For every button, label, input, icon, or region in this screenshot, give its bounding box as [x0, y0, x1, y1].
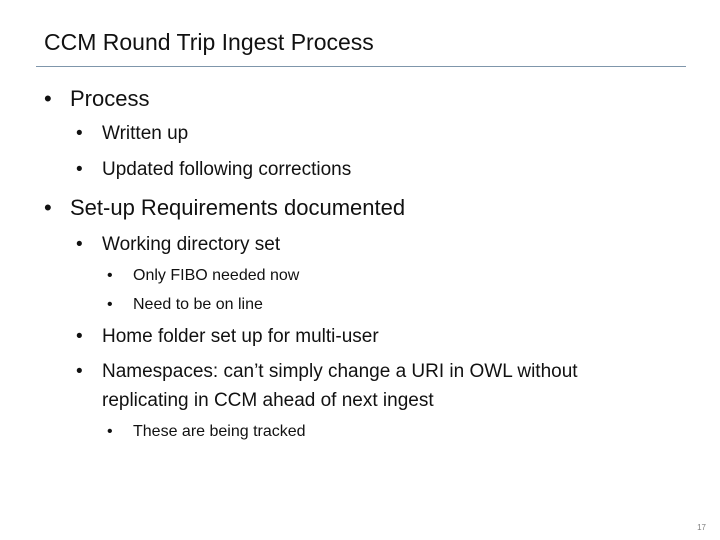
bullet-dot: • — [107, 296, 113, 313]
bullet-dot: • — [76, 361, 83, 382]
bullet-text: Process — [70, 86, 150, 111]
bullet-text: These are being tracked — [133, 423, 306, 440]
bullet-dot: • — [76, 123, 83, 144]
bullet-text: Namespaces: can’t simply change a URI in OWL without — [102, 361, 578, 382]
bullet-text: Set-up Requirements documented — [70, 195, 406, 220]
bullet-text: Home folder set up for multi-user — [102, 326, 379, 347]
bullet-text: Updated following corrections — [102, 159, 352, 180]
bullet-dot: • — [76, 326, 83, 347]
bullet-text: Need to be on line — [133, 296, 263, 313]
title-divider — [36, 66, 686, 67]
slide-title: CCM Round Trip Ingest Process — [44, 29, 374, 55]
bullet-text: Written up — [102, 123, 189, 144]
bullet-dot: • — [76, 234, 83, 255]
bullet-dot: • — [44, 86, 52, 111]
bullet-text: Only FIBO needed now — [133, 267, 300, 284]
bullet-dot: • — [107, 267, 113, 284]
page-number: 17 — [697, 523, 706, 532]
bullet-text: replicating in CCM ahead of next ingest — [102, 390, 434, 411]
bullet-dot: • — [76, 159, 83, 180]
bullet-dot: • — [107, 423, 113, 440]
bullet-dot: • — [44, 195, 52, 220]
bullet-text: Working directory set — [102, 234, 281, 255]
